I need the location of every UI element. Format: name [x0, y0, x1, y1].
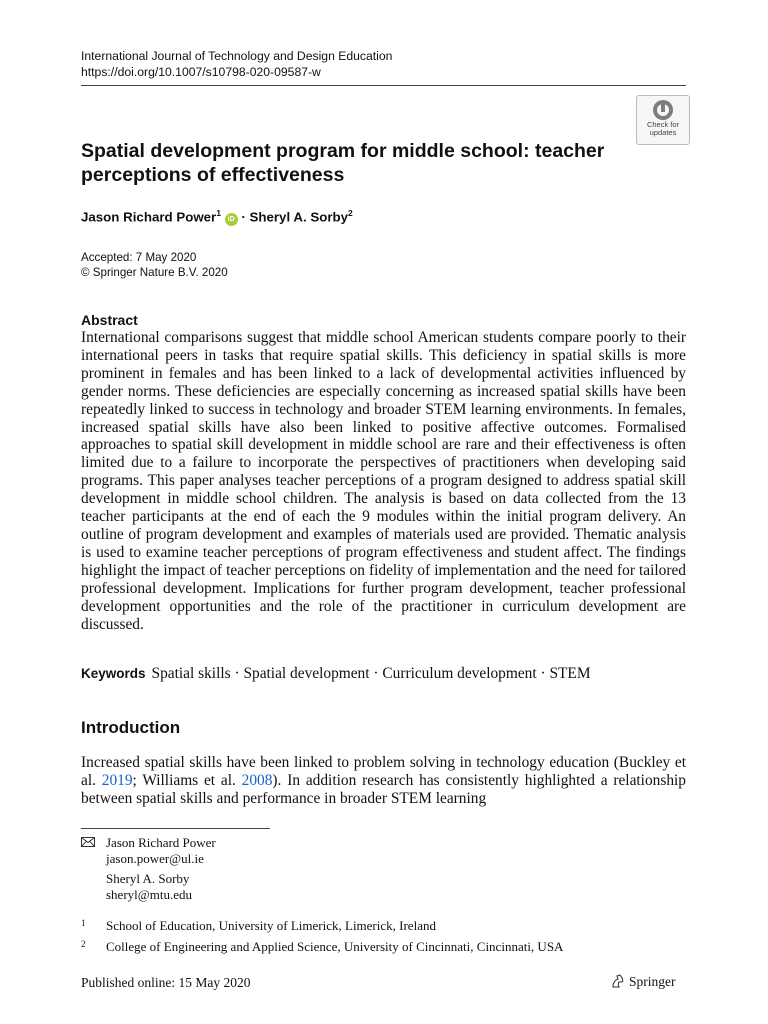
- intro-text-3: ). In addition research has consistently highlighted a relationship between spatial skills and performance in broader STEM learning: [81, 772, 686, 807]
- author-1-affiliation: 1: [216, 208, 221, 218]
- copyright-notice: © Springer Nature B.V. 2020: [81, 266, 228, 279]
- citation-link-buckley[interactable]: 2019: [101, 772, 133, 789]
- introduction-heading: Introduction: [81, 718, 181, 737]
- publisher-name: Springer: [629, 974, 676, 989]
- author-1[interactable]: Jason Richard Power: [81, 209, 217, 225]
- author-2-affiliation: 2: [348, 208, 353, 218]
- footnote-rule: [81, 828, 270, 829]
- corresponding-author: [106, 835, 216, 867]
- affiliation-1: [81, 915, 436, 934]
- affiliation-2-text: College of Engineering and Applied Science, University of Cincinnati, Cincinnati, USA: [106, 939, 564, 954]
- check-for-updates-icon: [652, 99, 674, 121]
- affiliation-1-text: School of Education, University of Limerick, Limerick, Ireland: [106, 918, 436, 933]
- title-line-1: Spatial development program for middle school: teacher: [81, 140, 605, 162]
- second-author-name: Sheryl A. Sorby: [106, 871, 190, 886]
- abstract-text: International comparisons suggest that middle school American students compare poorly to their international peers in tasks that require spatial skills. This deficiency in spatial skills is more prominent in females and has been linked to a lack of developmental activities influenced by gender norms. These deficiencies are especially concerning as increased spatial skills have been repeatedly linked to success in technology and broader STEM learning environments. In females, increased spatial skills have also been linked to positive affective outcomes. Formalised approaches to spatial skill development in middle school are rare and their effectiveness is often limited due to a failure to incorporate the perspectives of practitioners when developing said programs. This paper analyses teacher perceptions of a program designed to address spatial skill development in middle school children. The analysis is based on data collected from the 13 teacher participants at the end of each the 9 modules within the initial program delivery. An outline of program development and examples of materials used are provided. Thematic analysis is used to examine teacher perceptions of program effectiveness and student affect. The findings highlight the impact of teacher perceptions on fidelity of implementation and the need for tailored professional development. Implications for further program development, teacher professional development opportunities and the role of the practitioner in curriculum development are discussed.: [81, 329, 686, 633]
- paper-title: [81, 139, 621, 187]
- affiliation-2-number: 2: [81, 939, 86, 949]
- intro-text-2: ; Williams et al.: [132, 772, 242, 789]
- keywords: [81, 665, 591, 683]
- author-2[interactable]: Sheryl A. Sorby: [249, 209, 349, 225]
- keywords-list: Spatial skills · Spatial development · Curriculum development · STEM: [151, 665, 591, 682]
- doi-link[interactable]: https://doi.org/10.1007/s10798-020-09587-w: [81, 65, 321, 79]
- corresponding-author-email[interactable]: jason.power@ul.ie: [106, 851, 204, 866]
- springer-horse-icon: [610, 973, 626, 989]
- publisher-logo[interactable]: [610, 973, 676, 990]
- published-online: Published online: 15 May 2020: [81, 975, 251, 990]
- envelope-icon: [81, 837, 95, 847]
- orcid-icon[interactable]: iD: [225, 213, 238, 226]
- title-line-2: perceptions of effectiveness: [81, 164, 345, 186]
- affiliation-1-number: 1: [81, 918, 86, 928]
- check-for-updates-badge[interactable]: [636, 95, 690, 145]
- second-author-email[interactable]: sheryl@mtu.edu: [106, 887, 192, 902]
- abstract-heading: Abstract: [81, 312, 138, 328]
- corresponding-author-name: Jason Richard Power: [106, 835, 216, 850]
- badge-line1: Check for: [646, 120, 680, 129]
- header-rule: [81, 85, 686, 86]
- badge-line2: updates: [649, 128, 677, 137]
- intro-text-1: Increased spatial skills have been linked to problem solving in technology education (Buckley et al.: [81, 754, 686, 789]
- author-separator: ·: [237, 209, 250, 225]
- citation-link-williams[interactable]: 2008: [241, 772, 273, 789]
- publication-dates: [81, 250, 228, 280]
- journal-header: [81, 48, 392, 80]
- accepted-date: Accepted: 7 May 2020: [81, 251, 197, 264]
- second-author-contact: [106, 871, 192, 903]
- affiliation-2: [81, 936, 563, 955]
- journal-name: International Journal of Technology and Design Education: [81, 49, 393, 63]
- keywords-label: Keywords: [81, 666, 146, 681]
- introduction-text: [81, 754, 686, 808]
- author-list: [81, 208, 353, 226]
